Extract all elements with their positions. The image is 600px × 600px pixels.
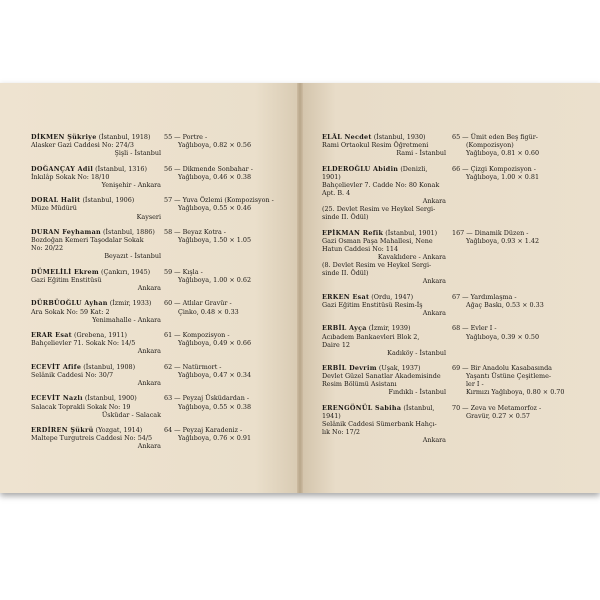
artist-city: Yenişehir - Ankara <box>101 180 161 189</box>
artist-entry <box>31 426 285 450</box>
artist-city: Rami - İstanbul <box>396 149 446 158</box>
artist-city: Kadıköy - İstanbul <box>387 348 446 357</box>
artwork-title: 69 — Bir Anadolu Kasabasında <box>452 364 552 373</box>
artist-address: Selânik Caddesi No: 30/7 <box>31 370 114 379</box>
artist-address: Resim Bölümü Asistanı <box>322 380 397 389</box>
artist-info <box>322 364 446 396</box>
artwork-info <box>164 426 286 442</box>
artwork-detail: Yağlıboya, 0.55 × 0.46 <box>178 204 252 213</box>
artist-city: Ankara <box>422 277 446 286</box>
artwork-title: 60 — Atlılar Gravür - <box>164 299 232 308</box>
book-gutter <box>297 83 303 493</box>
artist-birth: (İstanbul, 1930) <box>373 133 426 141</box>
artwork-title: 64 — Peyzaj Karadeniz - <box>164 426 243 435</box>
right-entry-list <box>322 133 584 452</box>
artwork-detail: ler I - <box>466 380 484 389</box>
award-note: (25. Devlet Resim ve Heykel Sergi- <box>322 205 436 214</box>
artist-birth: (İstanbul, 1886) <box>103 228 155 237</box>
artist-entry <box>31 228 285 260</box>
artist-info <box>31 165 161 189</box>
artist-birth: (İstanbul, 1941) <box>322 403 435 421</box>
artwork-detail: Kırmızı Yağlıboya, 0.80 × 0.70 <box>466 388 565 397</box>
artwork-info <box>164 331 286 347</box>
artist-name: ERAR Esat <box>31 331 72 340</box>
artist-info <box>31 363 161 387</box>
artist-name: ERDİREN Şükrü <box>31 426 94 435</box>
artist-entry <box>322 133 584 157</box>
artwork-title: 57 — Yuva Özlemi (Kompozisyon - <box>164 196 274 205</box>
artist-entry <box>322 324 584 356</box>
left-entry-list <box>31 133 285 458</box>
artist-heading <box>31 268 161 276</box>
artwork-detail: Çinko, 0.48 × 0.33 <box>178 307 239 316</box>
artwork-title: 62 — Natürmort - <box>164 362 222 371</box>
artist-entry <box>322 165 584 222</box>
left-page <box>0 83 300 493</box>
artist-name: ERBİL Devrim <box>322 364 377 373</box>
artist-address: Hatun Caddesi No: 114 <box>322 244 399 253</box>
artist-heading <box>322 293 446 301</box>
artist-birth: (Denizli, 1901) <box>322 164 428 181</box>
artist-address: Gazi Eğitim Enstitüsü <box>31 275 102 284</box>
artwork-info <box>164 268 286 284</box>
artwork-info <box>164 363 286 379</box>
artist-heading <box>31 394 161 402</box>
artist-birth: (İstanbul, 1901) <box>385 228 438 237</box>
artist-info <box>31 299 161 323</box>
artist-address: Salacak Toprakli Sokak No: 19 <box>31 402 131 411</box>
artist-info <box>322 324 446 356</box>
artist-city: Ankara <box>137 283 161 292</box>
artwork-detail: Yağlıboya, 1.50 × 1.05 <box>178 236 252 245</box>
artist-entry <box>31 299 285 323</box>
artist-address: No: 20/22 <box>31 244 64 253</box>
artist-address: Devlet Güzel Sanatlar Akademisinde <box>322 372 441 381</box>
artist-info <box>322 165 446 222</box>
artwork-title: 55 — Portre - <box>164 133 208 141</box>
artist-name: ERENGÖNÜL Sabiha <box>322 403 402 412</box>
artist-city: Ankara <box>137 347 161 356</box>
artist-birth: (Yozgat, 1914) <box>95 426 143 435</box>
award-note: (8. Devlet Resim ve Heykel Sergi- <box>322 261 432 270</box>
artist-city: Üsküdar - Salacak <box>101 410 161 419</box>
artist-city: Fındıklı - İstanbul <box>388 388 446 397</box>
artwork-detail: Ağaç Baskı, 0.53 × 0.33 <box>466 300 544 309</box>
artist-city: Ankara <box>422 436 446 445</box>
artwork-title: 65 — Ümit eden Beş figür- <box>452 133 538 141</box>
artist-address: Rami Ortaokul Resim Öğretmeni <box>322 141 429 150</box>
artist-heading <box>31 165 161 173</box>
artist-birth: (İstanbul, 1900) <box>84 394 137 403</box>
artist-address: Gazi Eğitim Enstitüsü Resim-İş <box>322 300 423 309</box>
artist-heading <box>322 404 446 420</box>
artist-city: Ankara <box>422 308 446 317</box>
artwork-detail: Yağlıboya, 0.76 × 0.91 <box>178 434 252 443</box>
artwork-detail: Yağlıboya, 0.46 × 0.38 <box>178 172 252 181</box>
artist-birth: (Çankırı, 1945) <box>101 267 151 276</box>
artist-heading <box>31 426 161 434</box>
artwork-info <box>452 133 584 157</box>
artist-address: Bozdoğan Kemeri Taşodalar Sokak <box>31 236 144 245</box>
artist-entry <box>31 196 285 220</box>
artwork-info <box>452 364 584 396</box>
artist-address: Selânik Caddesi Sümerbank Hahçı- <box>322 420 437 429</box>
artist-address: Bahçelievler 7. Cadde No: 80 Konak <box>322 180 440 189</box>
artist-birth: (İzmir, 1933) <box>109 299 152 308</box>
artist-address: İnkılâp Sokak No: 18/10 <box>31 172 110 181</box>
artist-birth: (Grebena, 1911) <box>74 331 128 340</box>
artist-info <box>31 196 161 220</box>
artist-name: DURAN Feyhaman <box>31 228 101 237</box>
artwork-info <box>164 196 286 212</box>
artist-entry <box>31 331 285 355</box>
artist-heading <box>31 299 161 307</box>
artist-heading <box>322 364 446 372</box>
artist-heading <box>31 228 161 236</box>
right-page <box>300 83 600 493</box>
artist-entry <box>322 293 584 317</box>
artist-birth: (İstanbul, 1906) <box>82 196 135 205</box>
artwork-title: 58 — Beyaz Kotra - <box>164 228 226 237</box>
artist-address: Acıbadem Bankaevleri Blok 2, <box>322 332 420 341</box>
artist-heading <box>31 363 161 371</box>
artist-address: Apt. B. 4 <box>322 188 351 197</box>
artist-heading <box>31 196 161 204</box>
artwork-detail: Yağlıboya, 0.55 × 0.38 <box>178 402 252 411</box>
artist-name: DORAL Halit <box>31 196 81 205</box>
artwork-detail: (Kompozisyon) <box>466 141 514 150</box>
artist-entry <box>31 133 285 157</box>
award-note: sinde II. Ödül) <box>322 269 369 278</box>
artist-city: Kayseri <box>136 212 161 221</box>
artist-city: Ankara <box>422 197 446 206</box>
artist-info <box>322 229 446 286</box>
artist-birth: (İzmir, 1939) <box>368 324 411 333</box>
artwork-detail: Yaşantı Üstüne Çeşitleme- <box>466 372 552 381</box>
artist-info <box>31 228 161 260</box>
artist-name: DOĞANÇAY Adil <box>31 164 94 173</box>
artist-name: DÜRBÜOĞLU Ayhan <box>31 299 108 308</box>
artist-birth: (İstanbul, 1918) <box>98 133 151 141</box>
artwork-info <box>452 165 584 181</box>
artwork-title: 56 — Dikmende Sonbahar - <box>164 164 253 173</box>
artwork-title: 167 — Dinamik Düzen - <box>452 228 529 237</box>
artwork-title: 67 — Yardımlaşma - <box>452 292 517 301</box>
artist-name: ERKEN Esat <box>322 292 370 301</box>
artwork-info <box>452 324 584 340</box>
artist-entry <box>322 364 584 396</box>
artist-address: Bahçelievler 71. Sokak No: 14/5 <box>31 339 136 348</box>
artist-city: Beyazıt - İstanbul <box>104 252 161 261</box>
artist-name: EPİKMAN Refik <box>322 228 384 237</box>
artist-name: ELÂL Necdet <box>322 133 372 141</box>
artist-entry <box>31 363 285 387</box>
artist-entry <box>322 404 584 444</box>
artist-info <box>31 426 161 450</box>
artist-entry <box>31 394 285 418</box>
artist-address: Alasker Gazi Caddesi No: 274/3 <box>31 141 134 150</box>
artist-heading <box>322 324 446 332</box>
artwork-title: 70 — Zeva ve Metamorfoz - <box>452 403 542 412</box>
artwork-title: 63 — Peyzaj Üsküdardan - <box>164 394 249 403</box>
artist-heading <box>31 331 161 339</box>
artwork-info <box>164 394 286 410</box>
artist-address: Müze Müdürü <box>31 204 77 213</box>
artist-info <box>31 331 161 355</box>
artwork-detail: Yağlıboya, 0.47 × 0.34 <box>178 370 252 379</box>
artwork-title: 66 — Çizgi Kompozisyon - <box>452 164 536 173</box>
artist-info <box>322 133 446 157</box>
artwork-info <box>164 133 286 149</box>
artwork-detail: Gravür, 0.27 × 0.57 <box>466 412 530 421</box>
artist-info <box>322 293 446 317</box>
artist-name: DİKMEN Şükriye <box>31 133 97 141</box>
artist-address: Daire 12 <box>322 340 350 349</box>
artwork-detail: Yağlıboya, 0.49 × 0.66 <box>178 339 252 348</box>
artist-info <box>322 404 446 444</box>
artist-city: Ankara <box>137 378 161 387</box>
artist-name: ELDEROĞLU Abidin <box>322 164 399 173</box>
artwork-info <box>452 293 584 309</box>
artist-heading <box>31 133 161 141</box>
open-catalog-book <box>0 83 600 493</box>
artist-city: Kavaklıdere - Ankara <box>377 253 446 261</box>
artwork-title: 59 — Kışla - <box>164 267 203 276</box>
award-note: sinde II. Ödül) <box>322 213 369 222</box>
artwork-detail: Yağlıboya, 0.82 × 0.56 <box>178 141 252 150</box>
artist-birth: (Uşak, 1937) <box>378 364 421 373</box>
artwork-info <box>164 299 286 315</box>
artist-address: lık No: 17/2 <box>322 428 360 437</box>
artwork-title: 61 — Kompozisyon - <box>164 331 230 340</box>
artwork-info <box>452 229 584 245</box>
artwork-info <box>164 165 286 181</box>
artist-entry <box>31 165 285 189</box>
artist-address: Maltepe Turgutreis Caddesi No: 54/5 <box>31 434 153 443</box>
artwork-detail: Yağlıboya, 1.00 × 0.62 <box>178 275 252 284</box>
artist-info <box>31 394 161 418</box>
artwork-detail: Yağlıboya, 1.00 × 0.81 <box>466 172 540 181</box>
artwork-info <box>452 404 584 420</box>
artist-birth: (İstanbul, 1316) <box>95 164 147 173</box>
artist-address: Gazi Osman Paşa Mahallesi, Nene <box>322 236 433 245</box>
artist-info <box>31 268 161 292</box>
artist-entry <box>322 229 584 286</box>
artist-heading <box>322 229 446 237</box>
artist-city: Şişli - İstanbul <box>114 149 161 158</box>
artwork-detail: Yağlıboya, 0.93 × 1.42 <box>466 236 540 245</box>
artist-city: Ankara <box>137 442 161 451</box>
artist-name: DÜMELİLİ Ekrem <box>31 267 99 276</box>
artist-birth: (Ordu, 1947) <box>371 292 414 301</box>
artist-heading <box>322 133 446 141</box>
artist-birth: (İstanbul, 1908) <box>83 362 136 371</box>
artist-address: Ara Sokak No: 59 Kat: 2 <box>31 307 110 316</box>
artwork-info <box>164 228 286 244</box>
artist-name: ECEVİT Nazlı <box>31 394 83 403</box>
artist-info <box>31 133 161 157</box>
artist-city: Yenimahalle - Ankara <box>92 315 161 324</box>
artist-entry <box>31 268 285 292</box>
artist-name: ECEVİT Afife <box>31 362 82 371</box>
artwork-title: 68 — Evler I - <box>452 324 497 333</box>
artist-name: ERBİL Ayça <box>322 324 367 333</box>
artist-heading <box>322 165 446 181</box>
artwork-detail: Yağlıboya, 0.39 × 0.50 <box>466 332 540 341</box>
artwork-detail: Yağlıboya, 0.81 × 0.60 <box>466 149 540 158</box>
